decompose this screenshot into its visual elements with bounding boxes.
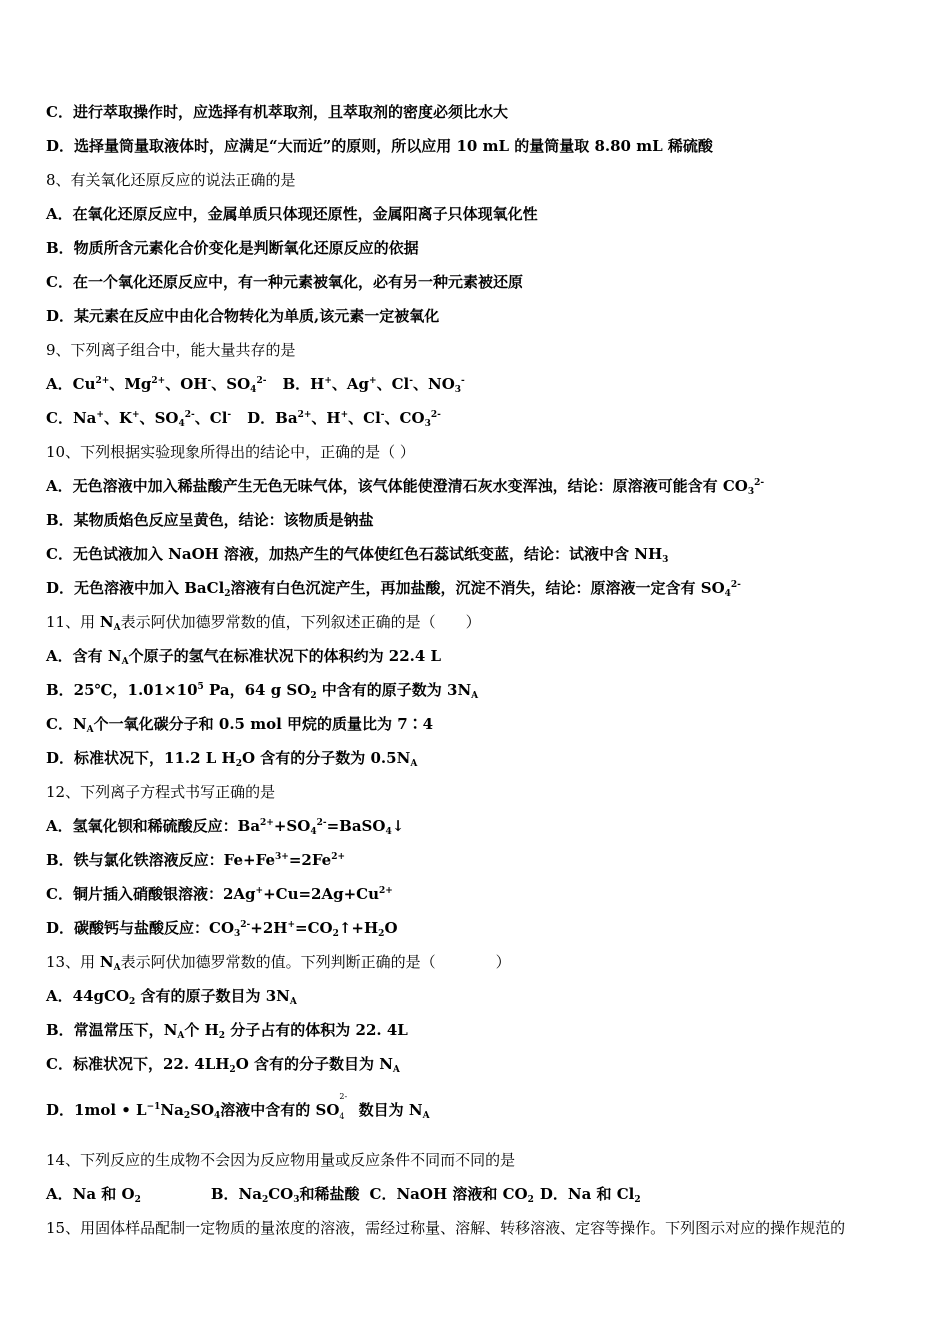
q10-option-c: C．无色试液加入 NaOH 溶液，加热产生的气体使红色石蕊试纸变蓝，结论：试液中含 $NH_3$ bbox=[46, 545, 669, 565]
q12-option-a: A．氢氧化钡和稀硫酸反应：$Ba^{2+}+SO_4^{2-}=BaSO_4↓$ bbox=[46, 817, 405, 837]
q12-option-d: D．碳酸钙与盐酸反应：$CO_3^{2-}+2H^+=CO_2↑+H_2O$ bbox=[46, 919, 398, 939]
q11-option-c: C．$N_A$个一氧化碳分子和 0.5 mol 甲烷的质量比为 7∶4 bbox=[46, 715, 434, 735]
q11-option-a: A．含有 $N_A$个原子的氢气在标准状况下的体积约为 22.4 L bbox=[46, 647, 442, 667]
q7-option-c: C．进行萃取操作时，应选择有机萃取剂，且萃取剂的密度必须比水大 bbox=[46, 103, 508, 121]
q13-stem: 13、用 $N_A$表示阿伏加德罗常数的值。下列判断正确的是（ ） bbox=[46, 953, 511, 973]
q8-option-a: A．在氧化还原反应中，金属单质只体现还原性，金属阳离子只体现氧化性 bbox=[46, 205, 538, 223]
q10-option-d: D．无色溶液中加入 BaCl$_2$溶液有白色沉淀产生，再加盐酸，沉淀不消失，结论：原溶液一定含有 $SO_4^{2-}$ bbox=[46, 579, 741, 599]
q13-option-d: D．1mol • $L^{-1}Na_2SO_4$溶液中含有的 SO 2- 4 数目为 $N_A$ bbox=[46, 1092, 430, 1121]
q12-option-b: B．铁与氯化铁溶液反应：$Fe+Fe^{3+}=2Fe^{2+}$ bbox=[46, 851, 346, 869]
q9-stem: 9、下列离子组合中，能大量共存的是 bbox=[46, 341, 296, 359]
q13-option-a: A．44gCO$_2$ 含有的原子数目为 $3N_A$ bbox=[46, 987, 297, 1007]
q12-stem: 12、下列离子方程式书写正确的是 bbox=[46, 783, 276, 801]
q9-options-cd: C．Na+、K+、$SO_4^{2-}$、Cl- D．$Ba^{2+}$、H+、Cl-、$CO_3^{2-}$ bbox=[46, 409, 441, 429]
q8-option-c: C．在一个氧化还原反应中，有一种元素被氧化，必有另一种元素被还原 bbox=[46, 273, 523, 291]
sulfate-charge-stack: 2- 4 bbox=[339, 1092, 348, 1121]
q8-option-d: D．某元素在反应中由化合物转化为单质,该元素一定被氧化 bbox=[46, 307, 440, 325]
q11-option-b: B．25℃，$1.01\times 10^5$ Pa，64 g $SO_2$ 中含有的原子数为 $3N_A$ bbox=[46, 681, 479, 701]
q13-option-b: B．常温常压下，$N_A$个 $H_2$ 分子占有的体积为 22. 4L bbox=[46, 1021, 408, 1041]
q9-options-ab: A．$Cu^{2+}$、$Mg^{2+}$、OH-、$SO_4^{2-}$ B．H+、Ag+、Cl-、$NO_3^-$ bbox=[46, 375, 465, 395]
q13-option-c: C．标准状况下，22. $4LH_2O$ 含有的分子数目为 $N_A$ bbox=[46, 1055, 400, 1075]
q11-option-d: D．标准状况下，11.2 L $H_2O$ 含有的分子数为 $0.5N_A$ bbox=[46, 749, 418, 769]
q15-stem: 15、用固体样品配制一定物质的量浓度的溶液，需经过称量、溶解、转移溶液、定容等操作。下列图示对应的操作规范的 bbox=[46, 1219, 846, 1237]
q10-option-a: A．无色溶液中加入稀盐酸产生无色无味气体，该气体能使澄清石灰水变浑浊，结论：原溶液可能含有 $CO_3^{2-}$ bbox=[46, 477, 765, 497]
q14-options: A．Na 和 $O_2$ B．$Na_2CO_3$和稀盐酸 C．NaOH 溶液和 $CO_2$ D．Na 和 $Cl_2$ bbox=[46, 1185, 641, 1205]
q7-option-d: D．选择量筒量取液体时，应满足“大而近”的原则，所以应用 10 mL 的量筒量取 8.80 mL 稀硫酸 bbox=[46, 137, 713, 155]
q11-stem: 11、用 $N_A$表示阿伏加德罗常数的值，下列叙述正确的是（ ） bbox=[46, 613, 481, 633]
q14-stem: 14、下列反应的生成物不会因为反应物用量或反应条件不同而不同的是 bbox=[46, 1151, 516, 1169]
q8-option-b: B．物质所含元素化合价变化是判断氧化还原反应的依据 bbox=[46, 239, 419, 257]
q8-stem: 8、有关氧化还原反应的说法正确的是 bbox=[46, 171, 296, 189]
q10-option-b: B．某物质焰色反应呈黄色，结论：该物质是钠盐 bbox=[46, 511, 374, 529]
q12-option-c: C．铜片插入硝酸银溶液：$2Ag^++Cu=2Ag+Cu^{2+}$ bbox=[46, 885, 393, 903]
q10-stem: 10、下列根据实验现象所得出的结论中，正确的是（ ） bbox=[46, 443, 415, 461]
